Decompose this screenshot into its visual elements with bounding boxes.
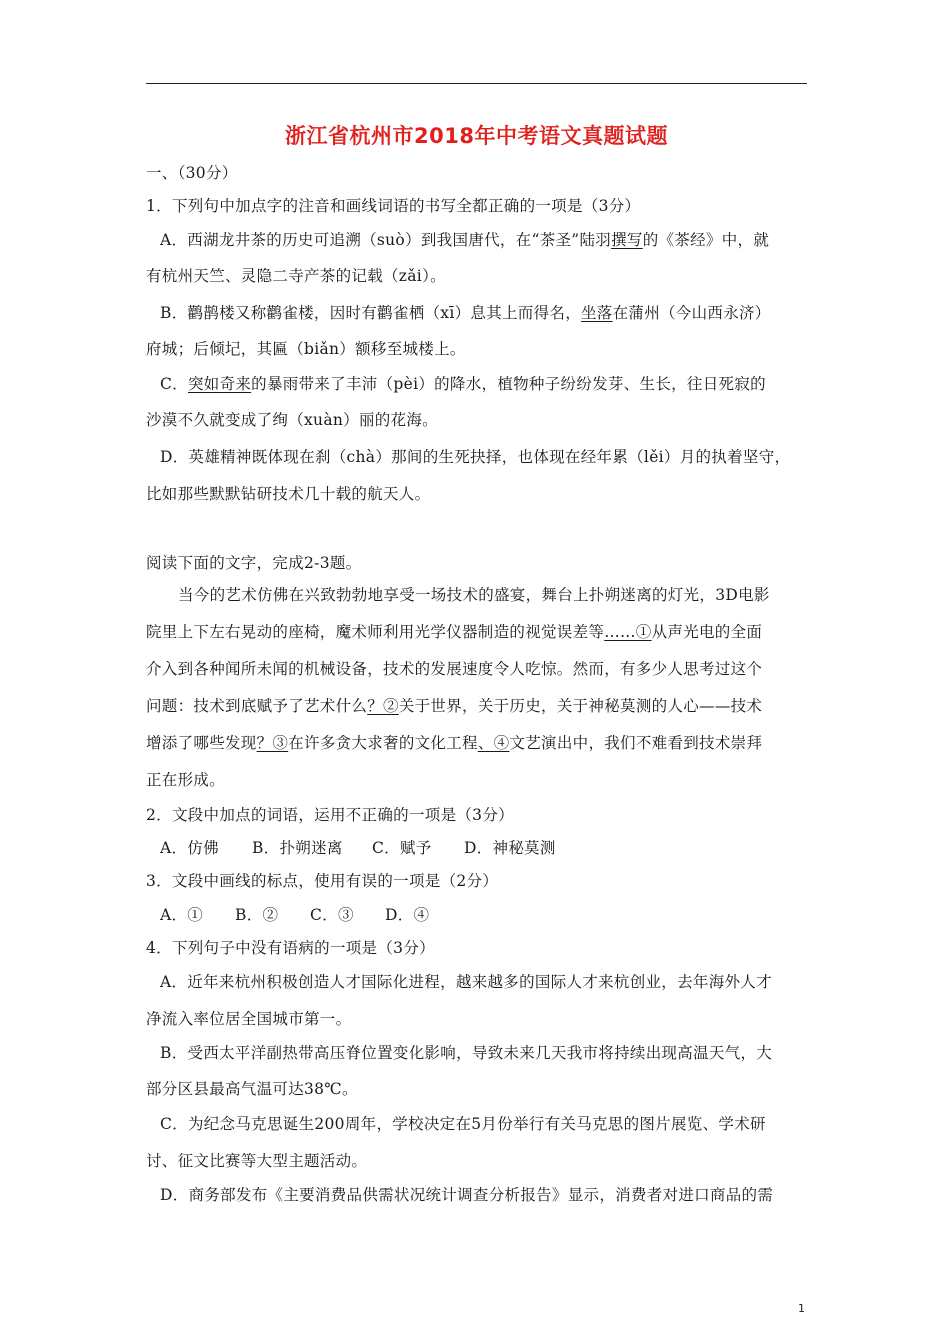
q2-option: B．扑朔迷离	[252, 839, 343, 857]
q4-option-b-cont: 部分区县最高气温可达38℃。	[146, 1080, 358, 1098]
q4-option-c-cont: 讨、征文比赛等大型主题活动。	[146, 1152, 368, 1170]
q4-option-d: D．商务部发布《主要消费品供需状况统计调查分析报告》显示，消费者对进口商品的需	[160, 1186, 774, 1204]
q4-stem: 4．下列句子中没有语病的一项是（3分）	[146, 939, 435, 957]
q1-option-a: A．西湖龙井茶的历史可追溯（suò）到我国唐代，在“茶圣”陆羽撰写的《茶经》中，就	[160, 231, 770, 249]
q1-option-c-cont: 沙漠不久就变成了绚（xuàn）丽的花海。	[146, 411, 438, 429]
header-rule	[146, 83, 807, 84]
q2-option: D．神秘莫测	[464, 839, 556, 857]
q4-option-a-cont: 净流入率位居全国城市第一。	[146, 1010, 352, 1028]
q2-options	[160, 838, 840, 858]
q3-options	[160, 905, 840, 925]
q1-option-b: B．鹳鹊楼又称鹳雀楼，因时有鹳雀栖（xī）息其上而得名，坐落在蒲州（今山西永济）	[160, 304, 771, 322]
q3-stem: 3．文段中画线的标点，使用有误的一项是（2分）	[146, 872, 499, 890]
reading-line: 院里上下左右晃动的座椅，魔术师利用光学仪器制造的视觉误差等……①从声光电的全面	[146, 623, 763, 641]
q1-option-d-cont: 比如那些默默钻研技术几十载的航天人。	[146, 485, 431, 503]
q1-option-b-cont: 府城；后倾圮，其匾（biǎn）额移至城楼上。	[146, 340, 466, 358]
q2-stem: 2．文段中加点的词语，运用不正确的一项是（3分）	[146, 806, 514, 824]
q3-option: D．④	[385, 906, 430, 924]
q2-option: C．赋予	[372, 839, 432, 857]
reading-line: 介入到各种闻所未闻的机械设备，技术的发展速度令人吃惊。然而，有多少人思考过这个	[146, 660, 763, 678]
reading-line: 正在形成。	[146, 771, 226, 789]
q3-option: C．③	[310, 906, 354, 924]
q4-option-b: B．受西太平洋副热带高压脊位置变化影响，导致未来几天我市将持续出现高温天气，大	[160, 1044, 773, 1062]
reading-line: 增添了哪些发现？③在许多贪大求奢的文化工程、④文艺演出中，我们不难看到技术崇拜	[146, 734, 763, 752]
q4-option-c: C．为纪念马克思诞生200周年，学校决定在5月份举行有关马克思的图片展览、学术研	[160, 1115, 766, 1133]
q1-stem: 1．下列句中加点字的注音和画线词语的书写全都正确的一项是（3分）	[146, 197, 641, 215]
q1-option-d: D．英雄精神既体现在刹（chà）那间的生死抉择，也体现在经年累（lěi）月的执着坚守，	[160, 448, 791, 466]
q1-option-c: C．突如奇来的暴雨带来了丰沛（pèi）的降水，植物种子纷纷发芽、生长，往日死寂的	[160, 375, 766, 393]
reading-line: 问题：技术到底赋予了艺术什么？②关于世界，关于历史，关于神秘莫测的人心——技术	[146, 697, 763, 715]
page-title: 浙江省杭州市2018年中考语文真题试题	[285, 124, 668, 148]
section-heading: 一、（30分）	[146, 164, 238, 182]
q1-option-a-cont: 有杭州天竺、灵隐二寺产茶的记载（zǎi）。	[146, 267, 446, 285]
reading-line: 当今的艺术仿佛在兴致勃勃地享受一场技术的盛宴，舞台上扑朔迷离的灯光，3D电影	[178, 586, 770, 604]
reading-intro: 阅读下面的文字，完成2-3题。	[146, 554, 362, 572]
q2-option: A．仿佛	[160, 839, 219, 857]
page-number: 1	[798, 1302, 805, 1315]
q4-option-a: A．近年来杭州积极创造人才国际化进程，越来越多的国际人才来杭创业，去年海外人才	[160, 973, 772, 991]
q3-option: A．①	[160, 906, 204, 924]
q3-option: B．②	[235, 906, 279, 924]
